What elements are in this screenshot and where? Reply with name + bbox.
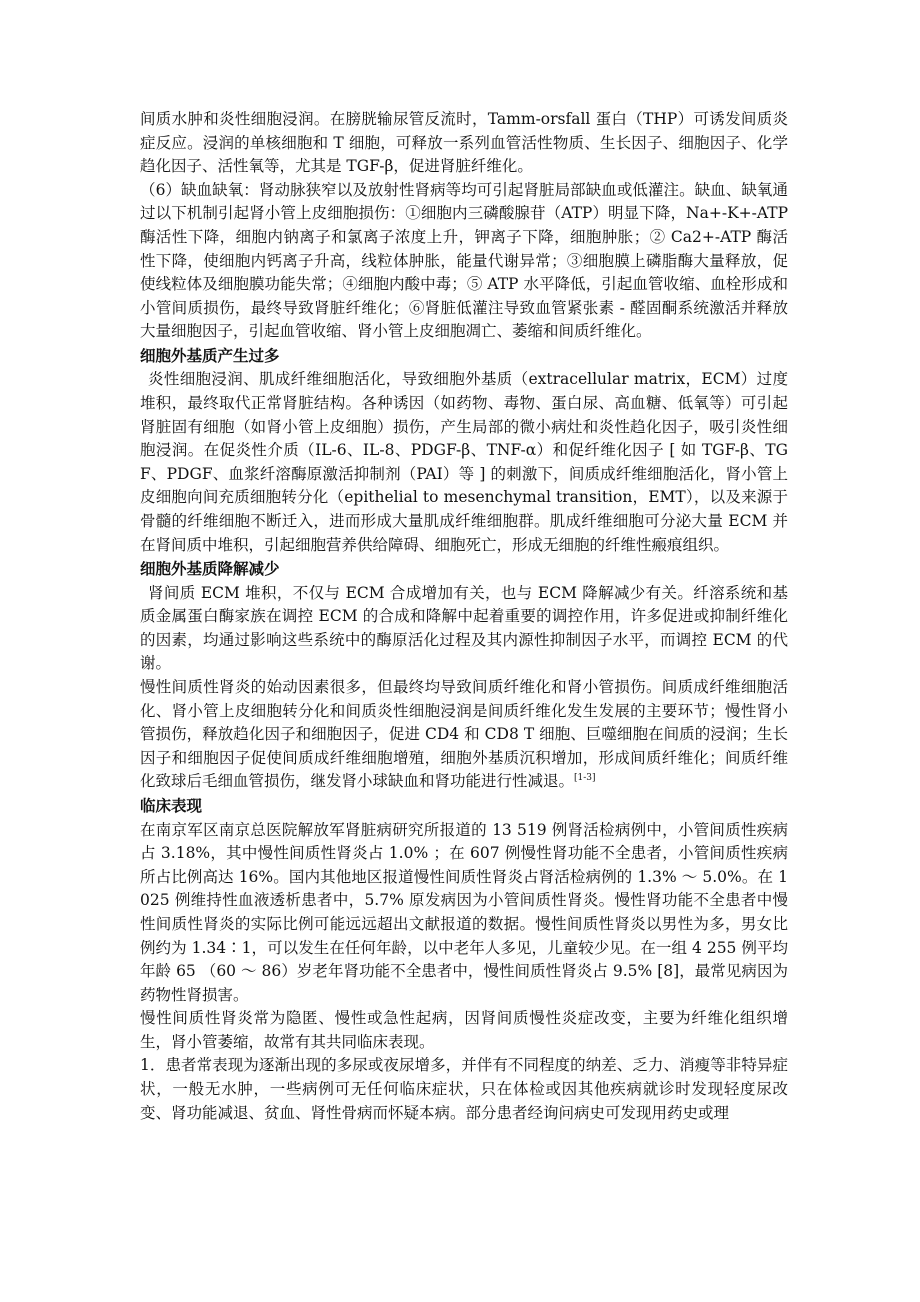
paragraph-interstitial-edema: 间质水肿和炎性细胞浸润。在膀胱输尿管反流时，Tamm-orsfall 蛋白（THP）可诱发间质炎症反应。浸润的单核细胞和 T 细胞，可释放一系列血管活性物质、生长因子、细胞因子、化学趋化因子、活性氧等，尤其是 TGF-β，促进肾脏纤维化。 bbox=[140, 110, 788, 176]
citation-reference: [1-3] bbox=[574, 773, 596, 784]
section-heading-clinical: 临床表现 bbox=[140, 797, 203, 816]
document-page bbox=[140, 108, 788, 1125]
paragraph-summary-mechanism bbox=[140, 676, 788, 794]
paragraph-summary-text: 慢性间质性肾炎的始动因素很多，但最终均导致间质纤维化和肾小管损伤。间质成纤维细胞活化、肾小管上皮细胞转分化和间质炎性细胞浸润是间质纤维化发生发展的主要环节；慢性肾小管损伤，释放趋化因子和细胞因子，促进 CD4 和 CD8 T 细胞、巨噬细胞在间质的浸润；生长因子和细胞因子促使间质成纤维细胞增殖，细胞外基质沉积增加，形成间质纤维化；间质纤维化致球后毛细血管损伤，继发肾小球缺血和肾功能进行性减退。 bbox=[140, 678, 788, 791]
paragraph-ischemia-hypoxia: （6）缺血缺氧：肾动脉狭窄以及放射性肾病等均可引起肾脏局部缺血或低灌注。缺血、缺氧通过以下机制引起肾小管上皮细胞损伤：①细胞内三磷酸腺苷（ATP）明显下降，Na+-K+-ATP 酶活性下降，细胞内钠离子和氯离子浓度上升，钾离子下降，细胞肿胀；② Ca2+-ATP 酶活性下降，使细胞内钙离子升高，线粒体肿胀，能量代谢异常；③细胞膜上磷脂酶大量释放，促使线粒体及细胞膜功能失常；④细胞内酸中毒；⑤ ATP 水平降低，引起血管收缩、血栓形成和小管间质损伤，最终导致肾脏纤维化；⑥肾脏低灌注导致血管紧张素 - 醛固酮系统激活并释放大量细胞因子，引起血管收缩、肾小管上皮细胞凋亡、萎缩和间质纤维化。 bbox=[140, 180, 788, 341]
paragraph-ecm-overproduction: 炎性细胞浸润、肌成纤维细胞活化，导致细胞外基质（extracellular matrix，ECM）过度堆积，最终取代正常肾脏结构。各种诱因（如药物、毒物、蛋白尿、高血糖、低氧等）可引起肾脏固有细胞（如肾小管上皮细胞）损伤，产生局部的微小病灶和炎性趋化因子，吸引炎性细胞浸润。在促炎性介质（IL-6、IL-8、PDGF-β、TNF-α）和促纤维化因子 [ 如 TGF-β、TGF、PDGF、血浆纤溶酶原激活抑制剂（PAI）等 ] 的刺激下，间质成纤维细胞活化，肾小管上皮细胞向间充质细胞转分化（epithelial to mesenchymal transition，EMT），以及来源于骨髓的纤维细胞不断迁入，进而形成大量肌成纤维细胞群。肌成纤维细胞可分泌大量 ECM 并在肾间质中堆积，引起细胞营养供给障碍、细胞死亡，形成无细胞的纤维性瘢痕组织。 bbox=[140, 370, 788, 554]
paragraph-onset: 慢性间质性肾炎常为隐匿、慢性或急性起病，因肾间质慢性炎症改变，主要为纤维化组织增生，肾小管萎缩，故常有其共同临床表现。 bbox=[140, 1009, 788, 1051]
paragraph-epidemiology: 在南京军区南京总医院解放军肾脏病研究所报道的 13 519 例肾活检病例中，小管间质性疾病占 3.18%，其中慢性间质性肾炎占 1.0% ；在 607 例慢性肾功能不全患者，小管间质性疾病所占比例高达 16%。国内其他地区报道慢性间质性肾炎占肾活检病例的 1.3% ～ 5.0%。在 1 025 例维持性血液透析患者中，5.7% 原发病因为小管间质性肾炎。慢性肾功能不全患者中慢性间质性肾炎的实际比例可能远远超出文献报道的数据。慢性间质性肾炎以男性为多，男女比例约为 1.34∶1，可以发生在任何年龄，以中老年人多见，儿童较少见。在一组 4 255 例平均年龄 65 （60 ～ 86）岁老年肾功能不全患者中，慢性间质性肾炎占 9.5% [8]，最常见病因为药物性肾损害。 bbox=[140, 820, 788, 1004]
paragraph-ecm-degradation: 肾间质 ECM 堆积，不仅与 ECM 合成增加有关，也与 ECM 降解减少有关。纤溶系统和基质金属蛋白酶家族在调控 ECM 的合成和降解中起着重要的调控作用，许多促进或抑制纤维化的因素，均通过影响这些系统中的酶原活化过程及其内源性抑制因子水平，而调控 ECM 的代谢。 bbox=[140, 583, 788, 673]
section-heading-ecm-degradation: 细胞外基质降解减少 bbox=[140, 560, 280, 579]
paragraph-symptoms: 1．患者常表现为逐渐出现的多尿或夜尿增多，并伴有不同程度的纳差、乏力、消瘦等非特异症状，一般无水肿，一些病例可无任何临床症状，只在体检或因其他疾病就诊时发现轻度尿改变、肾功能减退、贫血、肾性骨病而怀疑本病。部分患者经询问病史可发现用药史或理 bbox=[140, 1056, 788, 1122]
section-heading-ecm-overproduction: 细胞外基质产生过多 bbox=[140, 346, 280, 365]
